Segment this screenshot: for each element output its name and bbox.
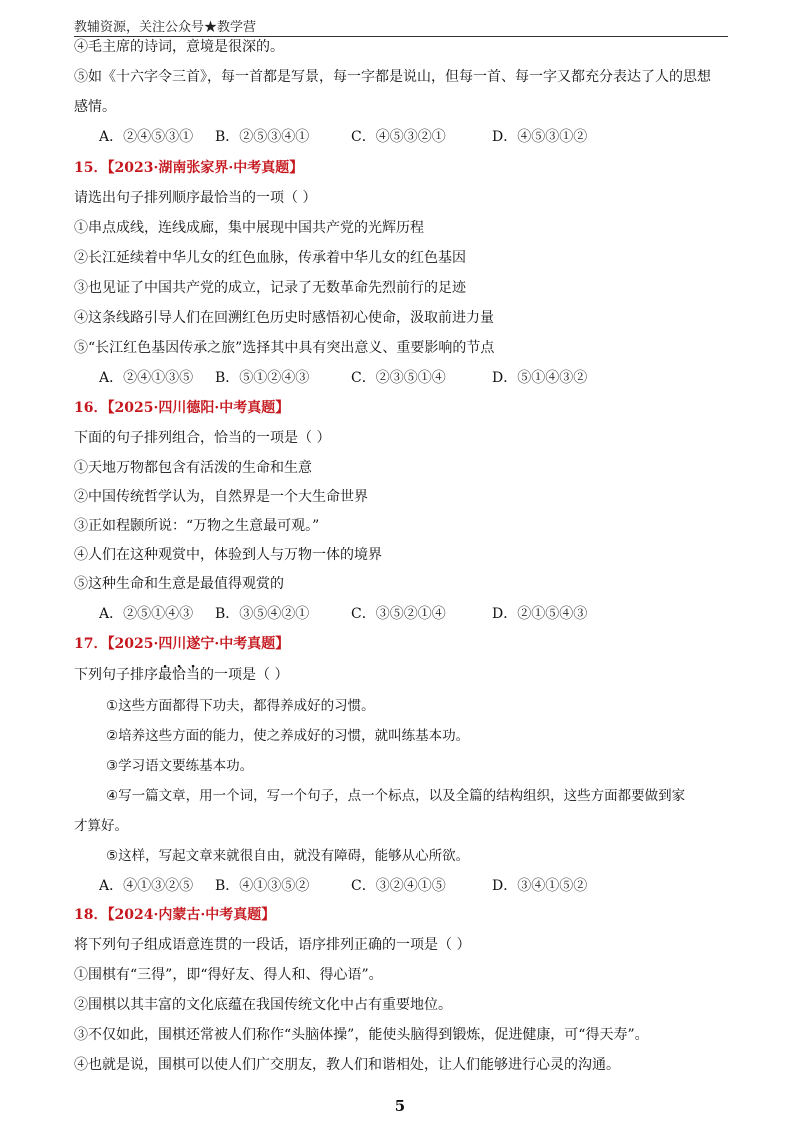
q16-sentence-1: ①天地万物都包含有活泼的生命和生意 (74, 460, 312, 476)
header-divider (74, 36, 728, 37)
q16-option-d[interactable]: D．②①⑤④③ (492, 606, 588, 622)
q17-stem-text: 下列句子排序 (74, 667, 158, 683)
q17-stem (74, 666, 288, 684)
q14-sentence-5: ⑤如《十六字令三首》，每一首都是写景，每一字都是说山，但每一首、每一字又都充分表达了人的思想 (74, 69, 711, 85)
page-header: 教辅资源，关注公众号★教学营 (74, 20, 257, 35)
q17-sentence-3: ③学习语文要练基本功。 (106, 758, 254, 774)
q17-sentence-2: ②培养这些方面的能力，使之养成好的习惯，就叫练基本功。 (106, 728, 470, 744)
q17-source-tag: 【2025·四川遂宁·中考真题】 (107, 636, 290, 652)
q14-option-a[interactable]: A．②④⑤③① (99, 129, 194, 145)
q17-sentence-1: ①这些方面都得下功夫，都得养成好的习惯。 (106, 698, 375, 714)
q16-sentence-2: ②中国传统哲学认为，自然界是一个大生命世界 (74, 489, 368, 505)
q15-sentence-5: ⑤“长江红色基因传承之旅”选择其中具有突出意义、重要影响的节点 (74, 340, 495, 356)
q15-heading (74, 159, 303, 177)
q17-option-b[interactable]: B．④①③⑤② (215, 878, 310, 894)
q17-sentence-5: ⑤这样，写起文章来就很自由，就没有障碍，能够从心所欲。 (106, 848, 470, 864)
q15-sentence-1: ①串点成线，连线成廊，集中展现中国共产党的光辉历程 (74, 220, 424, 236)
q18-stem: 将下列句子组成语意连贯的一段话，语序排列正确的一项是（ ） (74, 937, 471, 953)
emphasis-char: 最 (158, 667, 172, 683)
q18-sentence-2: ②围棋以其丰富的文化底蕴在我国传统文化中占有重要地位。 (74, 997, 452, 1013)
q15-source-tag: 【2023·湖南张家界·中考真题】 (107, 160, 304, 176)
q15-option-b[interactable]: B．⑤①②④③ (215, 370, 310, 386)
q15-option-c[interactable]: C．②③⑤①④ (351, 370, 446, 386)
q17-number: 17． (74, 636, 108, 652)
q17-sentence-4-cont: 才算好。 (74, 818, 128, 834)
q16-heading (74, 399, 289, 417)
q17-heading (74, 635, 289, 653)
q16-stem: 下面的句子排列组合，恰当的一项是（ ） (74, 430, 331, 446)
q15-option-d[interactable]: D．⑤①④③② (492, 370, 588, 386)
q16-number: 16． (74, 400, 108, 416)
q15-number: 15． (74, 160, 108, 176)
page-number: 5 (394, 1097, 406, 1115)
q14-option-b[interactable]: B．②⑤③④① (215, 129, 310, 145)
q18-sentence-3: ③不仅如此，围棋还常被人们称作“头脑体操”，能使头脑得到锻炼，促进健康，可“得天寿”。 (74, 1027, 649, 1043)
q15-sentence-3: ③也见证了中国共产党的成立，记录了无数革命先烈前行的足迹 (74, 280, 466, 296)
q17-option-c[interactable]: C．③②④①⑤ (351, 878, 446, 894)
q16-option-c[interactable]: C．③⑤②①④ (351, 606, 446, 622)
q16-source-tag: 【2025·四川德阳·中考真题】 (107, 400, 290, 416)
q17-option-a[interactable]: A．④①③②⑤ (99, 878, 194, 894)
emphasis-char: 恰 (172, 667, 186, 683)
q17-sentence-4: ④写一篇文章，用一个词，写一个句子，点一个标点，以及全篇的结构组织，这些方面都要做到家 (106, 788, 686, 804)
q16-option-b[interactable]: B．③⑤④②① (215, 606, 310, 622)
q18-heading (74, 906, 275, 924)
emphasis-char: 当 (186, 667, 200, 683)
q14-sentence-5-cont: 感情。 (74, 99, 116, 115)
q15-stem: 请选出句子排列顺序最恰当的一项（ ） (74, 190, 317, 206)
q14-sentence-4: ④毛主席的诗词，意境是很深的。 (74, 39, 284, 55)
q18-sentence-1: ①围棋有“三得”，即“得好友、得人和、得心语”。 (74, 967, 383, 983)
q18-source-tag: 【2024·内蒙古·中考真题】 (107, 907, 276, 923)
q16-sentence-5: ⑤这种生命和生意是最值得观赏的 (74, 576, 284, 592)
q16-sentence-3: ③正如程颢所说：“万物之生意最可观。” (74, 518, 320, 534)
q16-sentence-4: ④人们在这种观赏中，体验到人与万物一体的境界 (74, 547, 382, 563)
q17-stem-tail: 的一项是（ ） (200, 667, 289, 683)
q18-number: 18． (74, 907, 108, 923)
q17-option-d[interactable]: D．③④①⑤② (492, 878, 588, 894)
q18-sentence-4: ④也就是说，围棋可以使人们广交朋友，教人们和谐相处，让人们能够进行心灵的沟通。 (74, 1057, 620, 1073)
q16-option-a[interactable]: A．②⑤①④③ (99, 606, 194, 622)
q14-option-d[interactable]: D．④⑤③①② (492, 129, 588, 145)
q15-sentence-2: ②长江延续着中华儿女的红色血脉，传承着中华儿女的红色基因 (74, 250, 466, 266)
q15-sentence-4: ④这条线路引导人们在回溯红色历史时感悟初心使命，汲取前进力量 (74, 310, 494, 326)
q15-option-a[interactable]: A．②④①③⑤ (99, 370, 194, 386)
q14-option-c[interactable]: C．④⑤③②① (351, 129, 446, 145)
